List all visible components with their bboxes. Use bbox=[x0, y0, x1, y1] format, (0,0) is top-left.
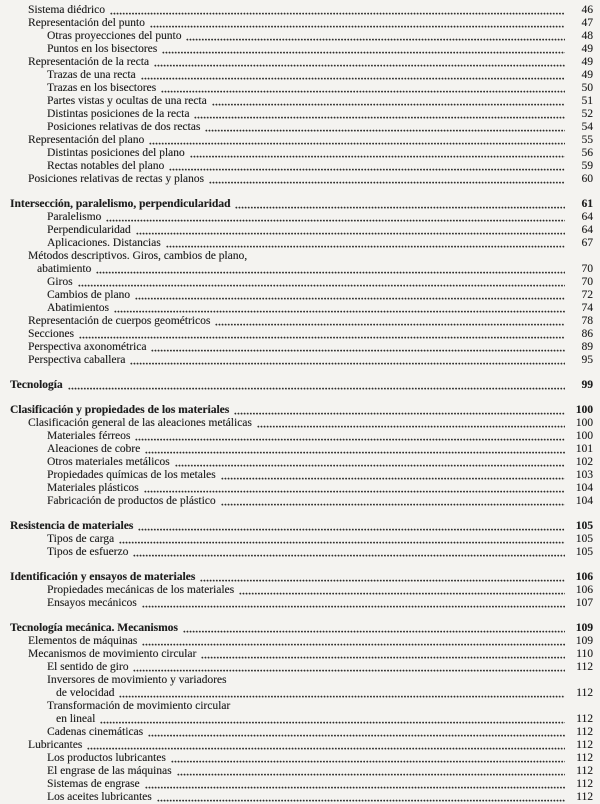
toc-row bbox=[0, 778, 593, 791]
dot-leader bbox=[149, 134, 565, 147]
toc-page-number: 112 bbox=[576, 791, 593, 803]
dot-leader bbox=[186, 30, 565, 43]
dot-leader bbox=[150, 17, 565, 30]
toc-page-number: 54 bbox=[581, 121, 593, 133]
toc-row bbox=[0, 224, 593, 237]
toc-row bbox=[0, 661, 593, 674]
toc-entry-label: Perspectiva caballera bbox=[28, 354, 126, 366]
dot-leader bbox=[119, 533, 565, 546]
toc-page-number: 100 bbox=[575, 430, 593, 442]
toc-page-number: 100 bbox=[575, 417, 593, 429]
toc-entry-label: Secciones bbox=[28, 328, 74, 340]
dot-leader bbox=[212, 95, 565, 108]
toc-page-number: 104 bbox=[575, 482, 593, 494]
toc-entry-label: Distintas posiciones del plano bbox=[47, 147, 185, 159]
dot-leader bbox=[200, 571, 565, 584]
dot-leader bbox=[138, 520, 565, 533]
toc-entry-label: Tipos de esfuerzo bbox=[47, 546, 129, 558]
dot-leader bbox=[235, 198, 565, 211]
toc-page-number: 112 bbox=[576, 713, 593, 725]
toc-row bbox=[0, 237, 593, 250]
toc-page-number: 105 bbox=[575, 533, 593, 545]
toc-entry-label: Otros materiales metálicos bbox=[47, 456, 170, 468]
toc-row bbox=[0, 456, 593, 469]
dot-leader bbox=[162, 43, 565, 56]
toc-page-number: 112 bbox=[576, 752, 593, 764]
toc-entry-label: Giros bbox=[47, 276, 73, 288]
dot-leader bbox=[135, 289, 565, 302]
dot-leader bbox=[114, 302, 565, 315]
toc-entry-label: Abatimientos bbox=[47, 302, 109, 314]
toc-entry-label: Sistema diédrico bbox=[28, 4, 105, 16]
toc-row bbox=[0, 134, 593, 147]
toc-page-number: 110 bbox=[576, 648, 593, 660]
toc-page-number: 105 bbox=[575, 520, 593, 532]
toc-page-number: 74 bbox=[581, 302, 593, 314]
dot-leader bbox=[239, 584, 565, 597]
toc-row bbox=[0, 713, 593, 726]
toc-row bbox=[0, 430, 593, 443]
toc-entry-label: Propiedades químicas de los metales bbox=[47, 469, 216, 481]
toc-entry-label: Puntos en los bisectores bbox=[47, 43, 158, 55]
toc-entry-label: Posiciones relativas de rectas y planos bbox=[28, 173, 204, 185]
toc-row bbox=[0, 700, 593, 713]
toc-page-number: 112 bbox=[576, 765, 593, 777]
toc-entry-label: Posiciones relativas de dos rectas bbox=[47, 121, 201, 133]
dot-leader bbox=[141, 69, 565, 82]
dot-leader bbox=[106, 211, 565, 224]
toc-row bbox=[0, 674, 593, 687]
toc-row bbox=[0, 250, 593, 263]
toc-entry-label: Intersección, paralelismo, perpendicularidad bbox=[10, 198, 231, 210]
dot-leader bbox=[135, 430, 565, 443]
dot-leader bbox=[148, 726, 565, 739]
toc-entry-label: Los aceites lubricantes bbox=[47, 791, 152, 803]
toc-row bbox=[0, 533, 593, 546]
toc-entry-label: Lubricantes bbox=[28, 739, 83, 751]
toc-page-number: 107 bbox=[575, 597, 593, 609]
toc-page-number: 78 bbox=[581, 315, 593, 327]
toc-entry-label: Clasificación general de las aleaciones metálicas bbox=[28, 417, 252, 429]
toc-entry-label: El sentido de giro bbox=[47, 661, 129, 673]
toc-row bbox=[0, 211, 593, 224]
toc-page-number: 101 bbox=[575, 443, 593, 455]
toc-page-number: 49 bbox=[581, 69, 593, 81]
toc-row bbox=[0, 546, 593, 559]
toc-entry-label: Los productos lubricantes bbox=[47, 752, 166, 764]
dot-leader bbox=[79, 328, 565, 341]
toc-entry-label: Mecanismos de movimiento circular bbox=[28, 648, 197, 660]
toc-page-number: 105 bbox=[575, 546, 593, 558]
dot-leader bbox=[78, 276, 565, 289]
toc-row bbox=[0, 791, 593, 804]
toc-page-number: 109 bbox=[575, 635, 593, 647]
toc-page-number: 47 bbox=[581, 17, 593, 29]
dot-leader bbox=[201, 648, 565, 661]
dot-leader bbox=[133, 661, 565, 674]
dot-leader bbox=[194, 108, 565, 121]
dot-leader bbox=[133, 546, 565, 559]
dot-leader bbox=[175, 456, 565, 469]
toc-row bbox=[0, 622, 593, 635]
toc-row bbox=[0, 495, 593, 508]
dot-leader bbox=[169, 160, 565, 173]
toc-entry-label: Paralelismo bbox=[47, 211, 102, 223]
toc-row bbox=[0, 328, 593, 341]
toc-entry-label: Representación del punto bbox=[28, 17, 145, 29]
toc-row bbox=[0, 4, 593, 17]
dot-leader bbox=[221, 495, 565, 508]
dot-leader bbox=[110, 4, 565, 17]
toc-row bbox=[0, 417, 593, 430]
toc-entry-label: Partes vistas y ocultas de una recta bbox=[47, 95, 207, 107]
toc-row bbox=[0, 56, 593, 69]
toc-entry-label: Materiales plásticos bbox=[47, 482, 139, 494]
toc-row bbox=[0, 198, 593, 211]
toc-row bbox=[0, 121, 593, 134]
dot-leader bbox=[145, 443, 565, 456]
toc-entry-label: Perpendicularidad bbox=[47, 224, 131, 236]
toc-entry-label: Representación de la recta bbox=[28, 56, 150, 68]
toc-page-number: 49 bbox=[581, 43, 593, 55]
toc-entry-label: abatimiento bbox=[37, 263, 92, 275]
toc-page-number: 48 bbox=[581, 30, 593, 42]
toc-page-number: 55 bbox=[581, 134, 593, 146]
dot-leader bbox=[154, 56, 565, 69]
toc-page-number: 70 bbox=[581, 276, 593, 288]
toc-page-number: 99 bbox=[581, 379, 593, 391]
dot-leader bbox=[87, 739, 565, 752]
toc-row bbox=[0, 43, 593, 56]
toc-entry-label: Materiales férreos bbox=[47, 430, 131, 442]
toc-page-number: 59 bbox=[581, 160, 593, 172]
toc-row bbox=[0, 82, 593, 95]
toc-row bbox=[0, 95, 593, 108]
dot-leader bbox=[119, 687, 565, 700]
dot-leader bbox=[142, 597, 565, 610]
toc-page-number: 56 bbox=[581, 147, 593, 159]
toc-page-number: 102 bbox=[575, 456, 593, 468]
toc-entry-label: Perspectiva axonométrica bbox=[28, 341, 147, 353]
toc-entry-label: Representación de cuerpos geométricos bbox=[28, 315, 211, 327]
toc-page-number: 67 bbox=[581, 237, 593, 249]
toc-entry-label: Trazas de una recta bbox=[47, 69, 136, 81]
toc-entry-label: Identificación y ensayos de materiales bbox=[10, 571, 196, 583]
toc-row bbox=[0, 597, 593, 610]
toc-entry-label: Cambios de plano bbox=[47, 289, 131, 301]
toc-entry-label: de velocidad bbox=[56, 687, 115, 699]
toc-row bbox=[0, 765, 593, 778]
dot-leader bbox=[68, 379, 565, 392]
toc-entry-label: Transformación de movimiento circular bbox=[47, 700, 231, 712]
toc-row bbox=[0, 482, 593, 495]
toc-row bbox=[0, 404, 593, 417]
toc-page-number: 112 bbox=[576, 687, 593, 699]
toc-row bbox=[0, 687, 593, 700]
toc-page-number: 112 bbox=[576, 661, 593, 673]
toc-row bbox=[0, 648, 593, 661]
dot-leader bbox=[234, 404, 565, 417]
dot-leader bbox=[190, 147, 565, 160]
toc-page-number: 64 bbox=[581, 211, 593, 223]
toc-row bbox=[0, 379, 593, 392]
toc-page-number: 52 bbox=[581, 108, 593, 120]
toc-entry-label: Métodos descriptivos. Giros, cambios de plano, bbox=[28, 250, 248, 262]
toc-entry-label: Ensayos mecánicos bbox=[47, 597, 137, 609]
toc-page-number: 61 bbox=[581, 198, 593, 210]
toc-page-number: 112 bbox=[576, 739, 593, 751]
toc-page-number: 95 bbox=[581, 354, 593, 366]
toc-row bbox=[0, 341, 593, 354]
dot-leader bbox=[209, 173, 565, 186]
toc-page-number: 112 bbox=[576, 726, 593, 738]
dot-leader bbox=[221, 469, 565, 482]
toc-entry-label: Trazas en los bisectores bbox=[47, 82, 157, 94]
toc-row bbox=[0, 354, 593, 367]
toc-entry-label: Otras proyecciones del punto bbox=[47, 30, 182, 42]
dot-leader bbox=[171, 752, 565, 765]
toc-row bbox=[0, 160, 593, 173]
toc-row bbox=[0, 739, 593, 752]
dot-leader bbox=[145, 778, 565, 791]
toc-page-number: 72 bbox=[581, 289, 593, 301]
toc-row bbox=[0, 17, 593, 30]
toc-list bbox=[0, 4, 593, 804]
dot-leader bbox=[136, 224, 565, 237]
dot-leader bbox=[142, 635, 565, 648]
dot-leader bbox=[183, 622, 565, 635]
toc-row bbox=[0, 571, 593, 584]
toc-page-number: 49 bbox=[581, 56, 593, 68]
toc-row bbox=[0, 443, 593, 456]
toc-entry-label: Aleaciones de cobre bbox=[47, 443, 141, 455]
toc-page-number: 103 bbox=[575, 469, 593, 481]
toc-row bbox=[0, 289, 593, 302]
toc-entry-label: Rectas notables del plano bbox=[47, 160, 165, 172]
toc-row bbox=[0, 147, 593, 160]
dot-leader bbox=[205, 121, 565, 134]
toc-page-number: 64 bbox=[581, 224, 593, 236]
toc-entry-label: Distintas posiciones de la recta bbox=[47, 108, 190, 120]
toc-entry-label: Propiedades mecánicas de los materiales bbox=[47, 584, 235, 596]
toc-page-number: 46 bbox=[581, 4, 593, 16]
dot-leader bbox=[161, 82, 565, 95]
toc-page-number: 60 bbox=[581, 173, 593, 185]
toc-page-number: 50 bbox=[581, 82, 593, 94]
toc-row bbox=[0, 173, 593, 186]
toc-row bbox=[0, 469, 593, 482]
toc-page-number: 86 bbox=[581, 328, 593, 340]
dot-leader bbox=[166, 237, 565, 250]
toc-page-number: 89 bbox=[581, 341, 593, 353]
toc-page-number: 104 bbox=[575, 495, 593, 507]
toc-page-number: 106 bbox=[575, 584, 593, 596]
toc-row bbox=[0, 726, 593, 739]
toc-entry-label: Elementos de máquinas bbox=[28, 635, 138, 647]
toc-row bbox=[0, 584, 593, 597]
dot-leader bbox=[157, 791, 565, 804]
dot-leader bbox=[177, 765, 565, 778]
toc-row bbox=[0, 30, 593, 43]
toc-row bbox=[0, 276, 593, 289]
toc-row bbox=[0, 263, 593, 276]
toc-entry-label: Fabricación de productos de plástico bbox=[47, 495, 216, 507]
toc-entry-label: Inversores de movimiento y variadores bbox=[47, 674, 227, 686]
dot-leader bbox=[130, 354, 565, 367]
toc-entry-label: El engrase de las máquinas bbox=[47, 765, 172, 777]
toc-page-number: 109 bbox=[575, 622, 593, 634]
dot-leader bbox=[96, 263, 565, 276]
toc-entry-label: Sistemas de engrase bbox=[47, 778, 140, 790]
toc-row bbox=[0, 315, 593, 328]
dot-leader bbox=[257, 417, 565, 430]
toc-page-number: 70 bbox=[581, 263, 593, 275]
toc-entry-label: Tecnología bbox=[10, 379, 63, 391]
dot-leader bbox=[144, 482, 565, 495]
toc-entry-label: Tecnología mecánica. Mecanismos bbox=[10, 622, 178, 634]
toc-page-number: 106 bbox=[575, 571, 593, 583]
toc-row bbox=[0, 108, 593, 121]
toc-row bbox=[0, 302, 593, 315]
toc-entry-label: Cadenas cinemáticas bbox=[47, 726, 144, 738]
toc-entry-label: Resistencia de materiales bbox=[10, 520, 134, 532]
toc-entry-label: en lineal bbox=[56, 713, 96, 725]
toc-page-number: 51 bbox=[581, 95, 593, 107]
toc-entry-label: Representación del plano bbox=[28, 134, 145, 146]
dot-leader bbox=[151, 341, 565, 354]
toc-page-number: 112 bbox=[576, 778, 593, 790]
dot-leader bbox=[215, 315, 565, 328]
toc-row bbox=[0, 520, 593, 533]
toc-row bbox=[0, 752, 593, 765]
toc-row bbox=[0, 69, 593, 82]
toc-entry-label: Aplicaciones. Distancias bbox=[47, 237, 161, 249]
toc-entry-label: Tipos de carga bbox=[47, 533, 115, 545]
toc-entry-label: Clasificación y propiedades de los materiales bbox=[10, 404, 230, 416]
toc-page-number: 100 bbox=[575, 404, 593, 416]
dot-leader bbox=[100, 713, 565, 726]
toc-row bbox=[0, 635, 593, 648]
